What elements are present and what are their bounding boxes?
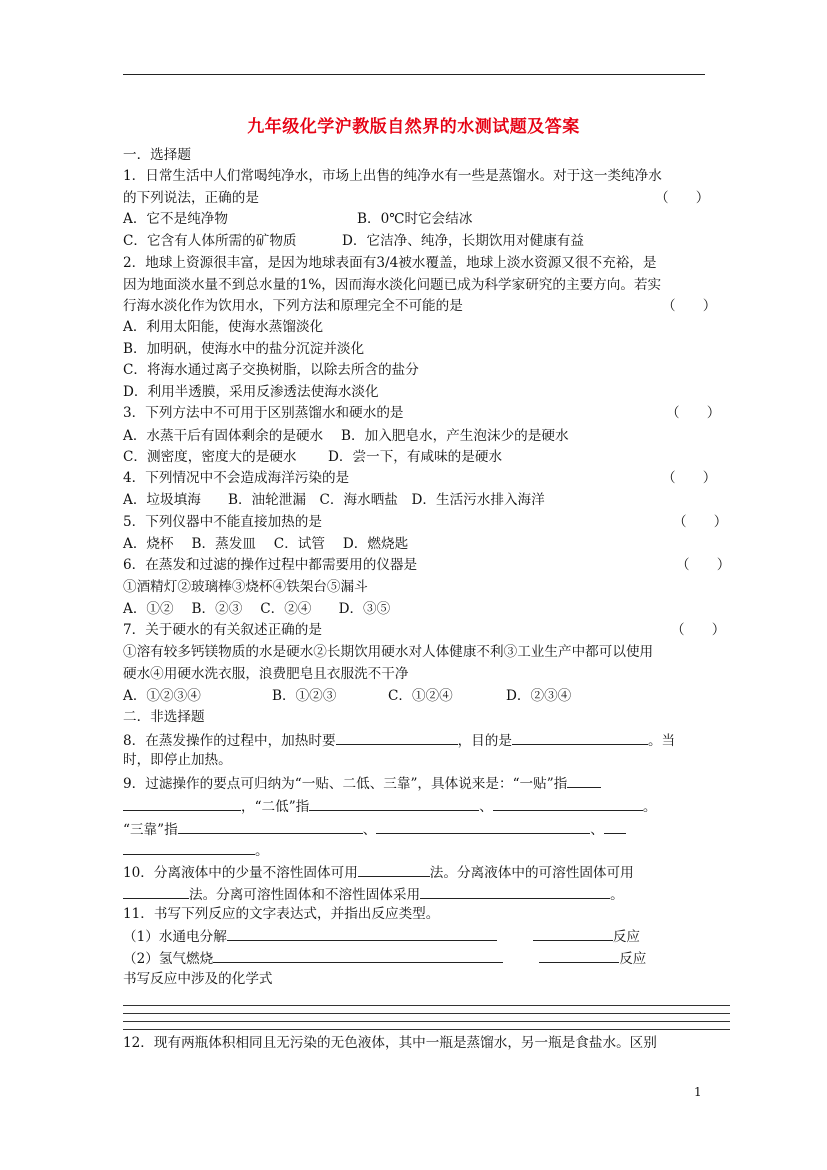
q9-text4: 。 [642,799,657,815]
q10-line2 [123,884,624,904]
q1-option-b: B．0℃时它会结冰 [357,211,473,227]
q7-answer-paren: （ ） [671,622,726,638]
q9-blank-3[interactable] [493,796,643,811]
q6-stem: 6．在蒸发和过滤的操作过程中都需要用的仪器是 [123,557,418,573]
q9-blank-4[interactable] [178,819,363,834]
q2-option-a: A．利用太阳能，使海水蒸馏淡化 [123,319,324,335]
q11-reaction1-type-blank[interactable] [533,926,613,941]
q9-blank-2[interactable] [309,796,479,811]
q3-answer-paren: （ ） [666,405,721,421]
q9-text5: “三靠”指 [123,822,178,838]
q9-text6: 、 [362,822,377,838]
q5-answer-paren: （ ） [673,514,728,530]
q7-option-d: D．②③④ [506,688,572,704]
q6-answer-paren: （ ） [676,557,731,573]
q11-reaction2 [123,948,646,968]
q5-options: A．烧杯 B．蒸发皿 C．试管 D．燃烧匙 [123,536,409,552]
q1-stem-line2: 的下列说法，正确的是 [123,190,259,206]
q11-reaction1 [123,926,640,946]
q8-blank-2[interactable] [512,730,648,745]
q11-reaction2-equation-blank[interactable] [213,948,503,963]
q8-line2: 时，即停止加热。 [123,752,232,768]
q9-text3: 、 [479,799,493,815]
q10-text2: 法。分离液体中的可溶性固体可用 [429,865,634,881]
q9-line4 [123,840,269,860]
q10-text4: 。 [610,887,624,903]
q9-blank-1a[interactable] [567,773,601,788]
q11-reaction1-label: （1）水通电分解 [123,929,227,945]
q9-text8: 。 [255,843,269,859]
q7-statements-line1: ①溶有较多钙镁物质的水是硬水②长期饮用硬水对人体健康不利③工业生产中都可以使用 [123,644,654,660]
q2-answer-paren: （ ） [662,298,717,314]
q1-answer-paren: （ ） [655,190,710,206]
q7-option-a: A．①②③④ [123,688,201,704]
answer-line-1[interactable] [123,1005,730,1006]
q2-stem-line1: 2．地球上资源很丰富，是因为地球表面有3/4被水覆盖，地球上淡水资源又很不充裕，是 [123,255,657,271]
q6-options: A．①② B．②③ C．②④ D．③⑤ [123,601,391,617]
q9-blank-5[interactable] [376,819,590,834]
q8-text2: ，目的是 [457,733,512,749]
q2-option-c: C．将海水通过离子交换树脂，以除去所含的盐分 [123,362,419,378]
q4-options: A．垃圾填海 B．油轮泄漏 C．海水晒盐 D．生活污水排入海洋 [123,492,545,508]
q6-items: ①酒精灯②玻璃棒③烧杯④铁架台⑤漏斗 [123,579,368,595]
q9-blank-6b[interactable] [123,840,255,855]
q2-option-b: B．加明矾，使海水中的盐分沉淀并淡化 [123,341,365,357]
q4-answer-paren: （ ） [662,470,717,486]
q2-stem-line2: 因为地面淡水量不到总水量的1%，因而海水淡化问题已成为科学家研究的主要方向。若实 [123,277,662,293]
q9-line2 [123,796,656,816]
q11-stem: 11．书写下列反应的文字表达式，并指出反应类型。 [123,906,440,922]
q10-blank-1[interactable] [358,862,430,877]
q4-stem: 4．下列情况中不会造成海洋污染的是 [123,470,350,486]
section-choice-heading: 一．选择题 [123,147,191,163]
answer-line-4[interactable] [123,1029,730,1030]
q10-text3: 法。分离可溶性固体和不溶性固体采用 [189,887,421,903]
answer-line-3[interactable] [123,1021,730,1022]
q1-option-a: A．它不是纯净物 [123,211,228,227]
q7-statements-line2: 硬水④用硬水洗衣服，浪费肥皂且衣服洗不干净 [123,666,409,682]
q5-stem: 5．下列仪器中不能直接加热的是 [123,514,322,530]
q11-formula-prompt: 书写反应中涉及的化学式 [123,971,273,987]
q1-stem-line1: 1．日常生活中人们常喝纯净水，市场上出售的纯净水有一些是蒸馏水。对于这一类纯净水 [123,168,662,184]
q2-stem-line3: 行海水淡化作为饮用水，下列方法和原理完全不可能的是 [123,298,463,314]
q1-option-c: C．它含有人体所需的矿物质 [123,233,297,249]
q7-option-c: C．①②④ [388,688,453,704]
header-rule [123,74,705,75]
q9-line3 [123,819,626,839]
q9-blank-1b[interactable] [123,796,241,811]
q10-line1 [123,862,634,882]
q3-options-cd: C．测密度，密度大的是硬水 D．尝一下，有咸味的是硬水 [123,449,503,465]
q8-line1 [123,730,675,750]
q2-option-d: D．利用半透膜，采用反渗透法使海水淡化 [123,384,379,400]
answer-line-2[interactable] [123,1013,730,1014]
q12-stem: 12．现有两瓶体积相同且无污染的无色液体，其中一瓶是蒸馏水，另一瓶是食盐水。区别 [123,1035,657,1051]
q8-text1: 8．在蒸发操作的过程中，加热时要 [123,733,336,749]
q11-reaction2-type-label: 反应 [619,951,647,967]
q9-text7: 、 [590,822,604,838]
section-nonchoice-heading: 二．非选择题 [123,709,205,725]
q10-text1: 10．分离液体中的少量不溶性固体可用 [123,865,358,881]
q9-text2: ，“二低”指 [241,799,310,815]
q11-reaction2-label: （2）氢气燃烧 [123,951,214,967]
q11-reaction1-type-label: 反应 [612,929,640,945]
q3-stem: 3．下列方法中不可用于区别蒸馏水和硬水的是 [123,405,404,421]
q10-blank-2[interactable] [123,884,189,899]
q9-text1: 9．过滤操作的要点可归纳为“一贴、二低、三靠”，具体说来是：“一贴”指 [123,776,568,792]
q11-reaction2-type-blank[interactable] [539,948,619,963]
q7-option-b: B．①②③ [272,688,337,704]
q8-blank-1[interactable] [336,730,458,745]
q9-blank-6a[interactable] [604,819,626,834]
page-number: 1 [694,1085,702,1099]
q7-stem: 7．关于硬水的有关叙述正确的是 [123,622,322,638]
q1-option-d: D．它洁净、纯净，长期饮用对健康有益 [342,233,584,249]
q9-line1 [123,773,601,793]
q11-reaction1-equation-blank[interactable] [227,926,497,941]
document-title: 九年级化学沪教版自然界的水测试题及答案 [247,117,580,137]
q3-options-ab: A．水蒸干后有固体剩余的是硬水 B．加入肥皂水，产生泡沫少的是硬水 [123,428,569,444]
q8-text3: 。当 [647,733,676,749]
q10-blank-3[interactable] [420,884,610,899]
